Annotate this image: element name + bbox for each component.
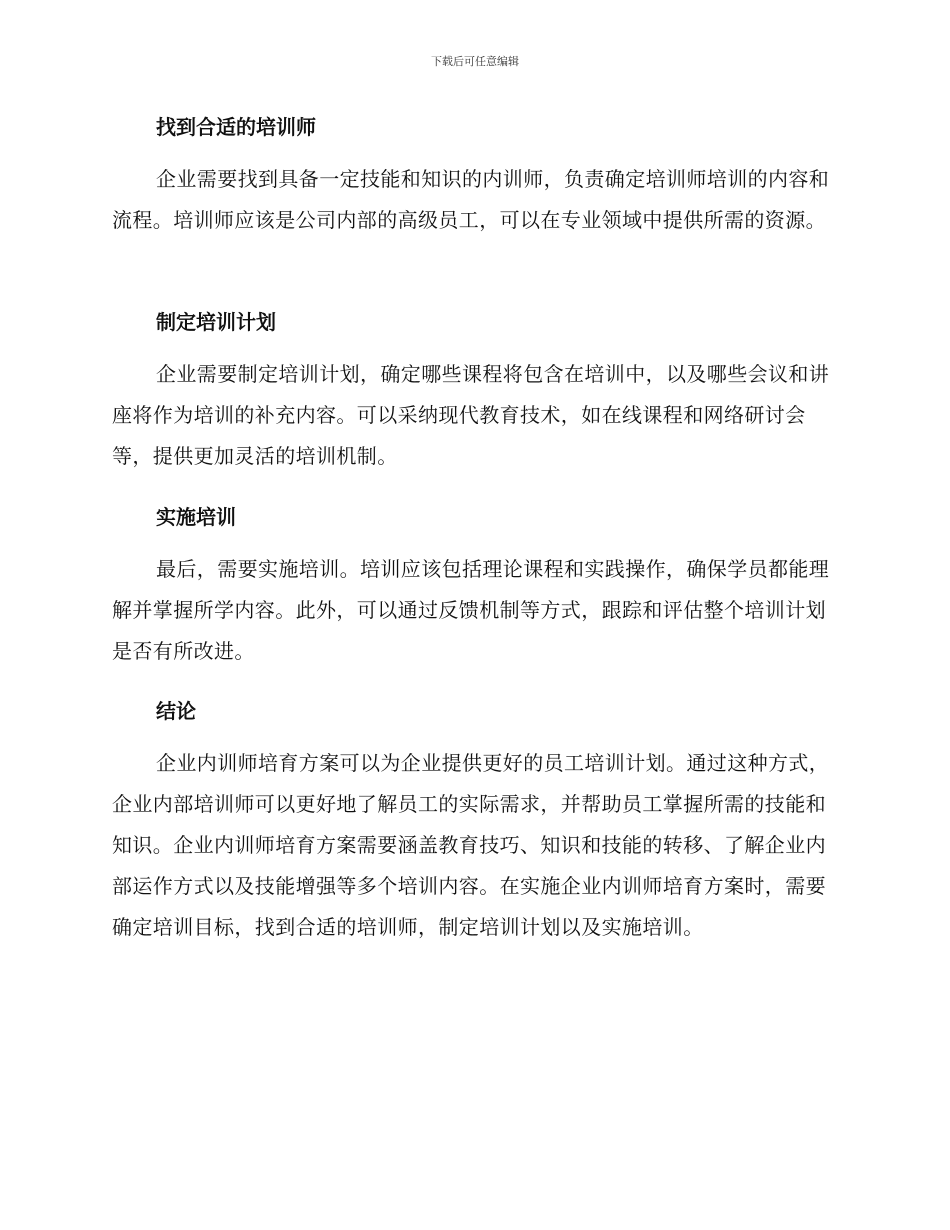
section-heading: 制定培训计划	[156, 310, 276, 334]
section-implement-training	[112, 500, 832, 672]
section-paragraph: 企业需要制定培训计划，确定哪些课程将包含在培训中，以及哪些会议和讲座将作为培训的补充内容。可以采纳现代教育技术，如在线课程和网络研讨会等，提供更加灵活的培训机制。	[112, 362, 830, 468]
section-paragraph: 最后，需要实施培训。培训应该包括理论课程和实践操作，确保学员都能理解并掌握所学内容。此外，可以通过反馈机制等方式，跟踪和评估整个培训计划是否有所改进。	[112, 557, 830, 663]
section-conclusion	[112, 694, 832, 948]
section-heading: 实施培训	[156, 505, 236, 529]
section-heading: 结论	[156, 699, 196, 723]
section-find-trainer	[112, 110, 832, 241]
section-heading: 找到合适的培训师	[156, 115, 316, 139]
section-paragraph: 企业内训师培育方案可以为企业提供更好的员工培训计划。通过这种方式，企业内部培训师可以更好地了解员工的实际需求，并帮助员工掌握所需的技能和知识。企业内训师培育方案需要涵盖教育技巧、知识和技能的转移、了解企业内部运作方式以及技能增强等多个培训内容。在实施企业内训师培育方案时，需要确定培训目标，找到合适的培训师，制定培训计划以及实施培训。	[112, 751, 830, 939]
page-header-note: 下载后可任意编辑	[431, 55, 519, 68]
section-training-plan	[112, 305, 832, 477]
section-paragraph: 企业需要找到具备一定技能和知识的内训师，负责确定培训师培训的内容和流程。培训师应该是公司内部的高级员工，可以在专业领域中提供所需的资源。	[112, 167, 830, 232]
